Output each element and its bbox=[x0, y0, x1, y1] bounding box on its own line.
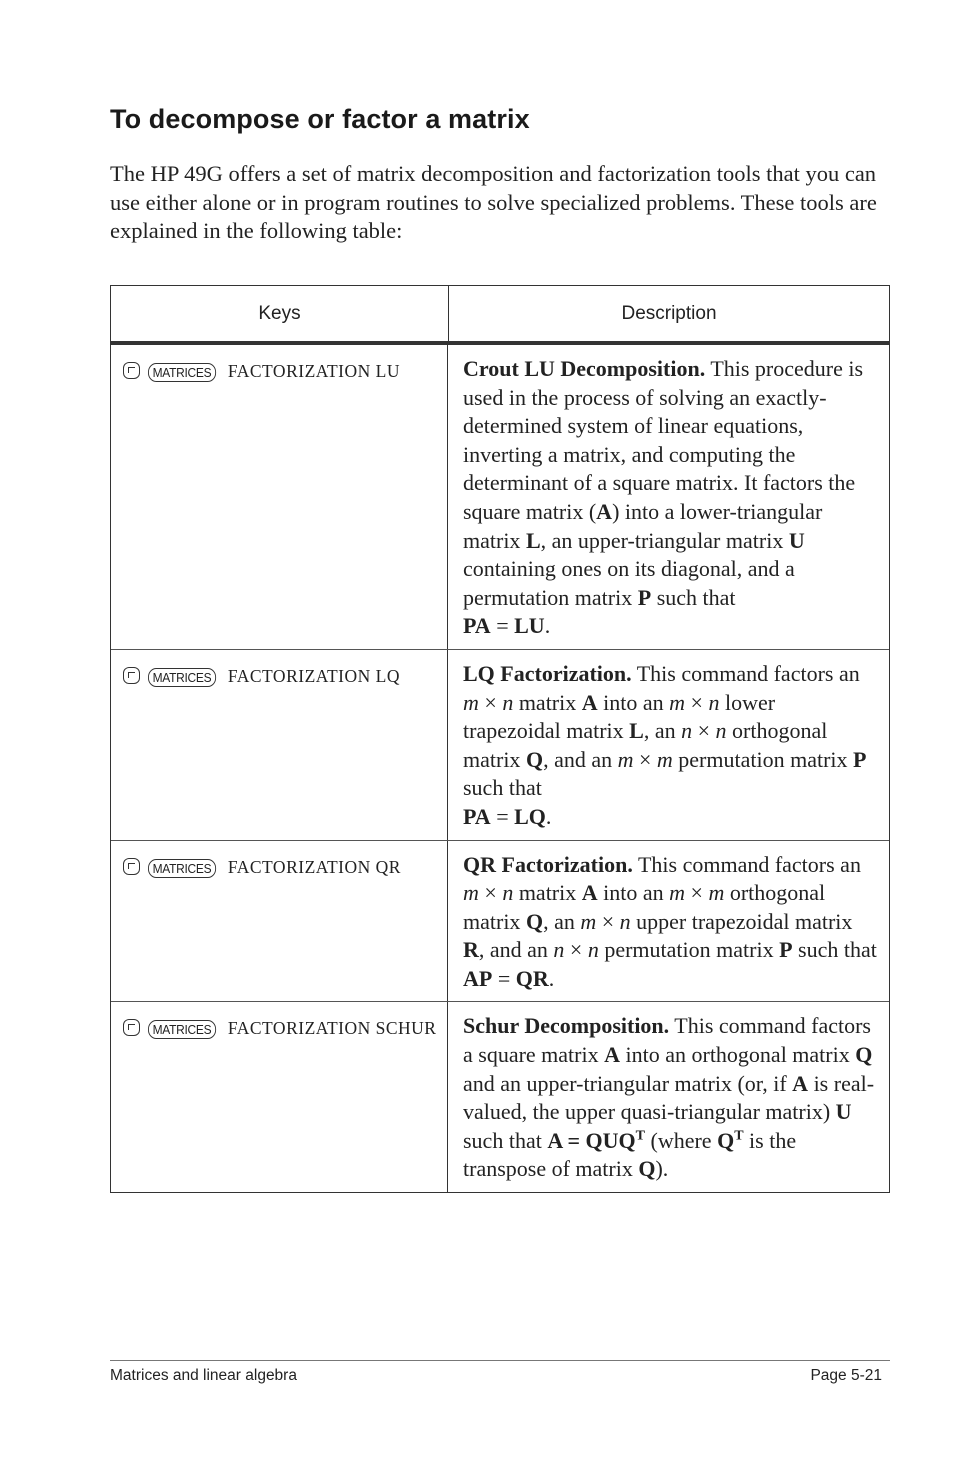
key-sequence: FACTORIZATION SCHUR bbox=[227, 1018, 437, 1039]
header-description: Description bbox=[621, 302, 717, 324]
description-cell: Crout LU Decomposition. This procedure is used in the process of solving an exactly-determined system of linear equations, inverting a matrix, and computing the determinant of a square matrix. It factors the square matrix (A) into a lower-triangular matrix L, an upper-triangular matrix U containing ones on its diagonal, and a permutation matrix P such that PA = LU. bbox=[463, 356, 864, 639]
description-title: Schur Decomposition. bbox=[463, 1013, 670, 1039]
matrices-key-icon: MATRICES bbox=[148, 668, 216, 687]
footer-divider bbox=[110, 1360, 890, 1361]
key-sequence: FACTORIZATION LU bbox=[227, 361, 400, 381]
key-sequence: FACTORIZATION QR bbox=[227, 856, 401, 877]
left-shift-key-icon bbox=[123, 858, 140, 875]
matrices-key-icon: MATRICES bbox=[148, 363, 216, 382]
description-title: Crout LU Decomposition. bbox=[463, 356, 706, 381]
table-row bbox=[111, 1002, 889, 1192]
footer-page-number: Page 5-21 bbox=[810, 1367, 882, 1384]
intro-paragraph: The HP 49G offers a set of matrix decomposition and factorization tools that you can use either alone or in program routines to solve specialized problems. These tools are explained in the following table: bbox=[110, 161, 877, 243]
footer-section-title: Matrices and linear algebra bbox=[110, 1367, 297, 1384]
description-cell: LQ Factorization. This command factors an m × n matrix A into an m × n lower trapezoidal matrix L, an n × n orthogonal matrix Q, and an m × m permutation matrix P such that PA = LQ. bbox=[463, 660, 867, 829]
table-header bbox=[111, 286, 889, 345]
keys-cell bbox=[111, 841, 448, 1002]
description-cell: QR Factorization. This command factors an m × n matrix A into an m × m orthogonal matrix Q, an m × n upper trapezoidal matrix R, and an n × n permutation matrix P such that AP = QR. bbox=[463, 851, 877, 991]
key-sequence: FACTORIZATION LQ bbox=[227, 665, 400, 686]
table-row bbox=[111, 650, 889, 841]
header-keys: Keys bbox=[111, 286, 449, 341]
keys-cell bbox=[111, 345, 448, 649]
decomposition-table bbox=[110, 285, 890, 1193]
matrices-key-icon: MATRICES bbox=[148, 859, 216, 878]
keys-cell bbox=[111, 650, 448, 840]
table-row bbox=[111, 841, 889, 1003]
page-heading: To decompose or factor a matrix bbox=[110, 104, 530, 134]
table-row bbox=[111, 345, 889, 650]
left-shift-key-icon bbox=[123, 362, 140, 379]
description-title: LQ Factorization. bbox=[463, 660, 632, 686]
description-cell: Schur Decomposition. This command factors a square matrix A into an orthogonal matrix Q and an upper-triangular matrix (or, if A is real-valued, the upper quasi-triangular matrix) U such that $A = QUQ^T$ (where $Q^T$ is the transpose of matrix Q). bbox=[463, 1013, 875, 1182]
matrices-key-icon: MATRICES bbox=[148, 1020, 216, 1039]
left-shift-key-icon bbox=[123, 667, 140, 684]
left-shift-key-icon bbox=[123, 1019, 140, 1036]
description-title: QR Factorization. bbox=[463, 851, 633, 877]
keys-cell bbox=[111, 1002, 448, 1192]
